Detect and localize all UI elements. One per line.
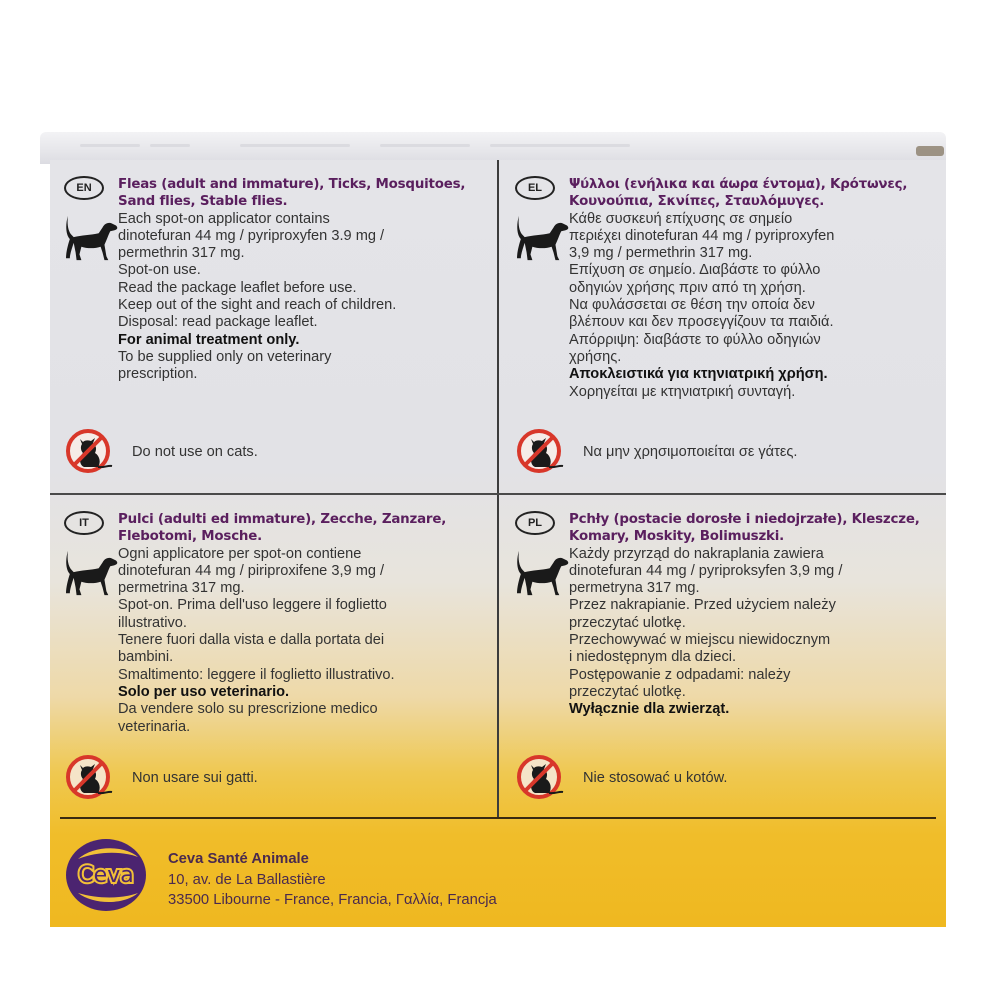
company-name: Ceva Santé Animale: [168, 851, 309, 867]
cat-warning-text: Do not use on cats.: [132, 444, 258, 460]
body-line: Χορηγείται με κτηνιατρική συνταγή.: [569, 383, 796, 400]
pest-list: Komary, Moskity, Bolimuszki.: [569, 529, 785, 545]
body-line: Read the package leaflet before use.: [118, 279, 357, 296]
body-line: Απόρριψη: διαβάστε το φύλλο οδηγιών: [569, 331, 821, 348]
body-line: przeczytać ulotkę.: [569, 614, 686, 631]
body-line: Przez nakrapianie. Przed użyciem należy: [569, 597, 836, 614]
no-cats-icon: [515, 753, 569, 803]
pest-list: Κουνούπια, Σκνίπες, Σταυλόμυγες.: [569, 194, 825, 210]
faint-print: [490, 144, 630, 147]
horizontal-divider: [50, 493, 946, 495]
ceva-logo-icon: [64, 837, 148, 913]
pest-list: Pchły (postacie dorosłe i niedojrzałe), Kleszcze,: [569, 512, 920, 527]
body-line: To be supplied only on veterinary: [118, 348, 332, 365]
body-line: dinotefuran 44 mg / pyriproxyfen 3.9 mg /: [118, 227, 385, 244]
body-line: Each spot-on applicator contains: [118, 210, 330, 227]
panel-it: [50, 495, 490, 817]
svg-text:Ceva: Ceva: [78, 863, 134, 888]
body-line: Każdy przyrząd do nakraplania zawiera: [569, 545, 824, 562]
cat-warning-el: [515, 427, 797, 477]
cat-warning-text: Non usare sui gatti.: [132, 770, 258, 786]
no-cats-icon: [64, 427, 118, 477]
panel-text-pl: [569, 511, 939, 719]
body-line: dinotefuran 44 mg / pyriproksyfen 3,9 mg /: [569, 562, 843, 579]
package-back: [50, 160, 946, 927]
no-cats-icon: [515, 427, 569, 477]
panel-text-it: [118, 511, 488, 736]
body-line: Tenere fuori dalla vista e dalla portata dei: [118, 632, 385, 649]
body-line: Κάθε συσκευή επίχυσης σε σημείο: [569, 210, 793, 227]
faint-print: [150, 144, 190, 147]
body-line: περιέχει dinotefuran 44 mg / pyriproxyfen: [569, 227, 835, 244]
pest-list: Ψύλλοι (ενήλικα και άωρα έντομα), Κρότωνες,: [569, 177, 908, 192]
bold-notice: Αποκλειστικά για κτηνιατρική χρήση.: [569, 366, 828, 383]
dog-icon: [513, 214, 571, 264]
body-line: i niedostępnym dla dzieci.: [569, 649, 737, 666]
body-line: Smaltimento: leggere il foglietto illustrativo.: [118, 666, 395, 683]
body-line: veterinaria.: [118, 718, 191, 735]
lang-badge-it: IT: [64, 511, 104, 535]
lang-badge-en: EN: [64, 176, 104, 200]
body-line: Postępowanie z odpadami: należy: [569, 666, 791, 683]
pest-list: Sand flies, Stable flies.: [118, 194, 288, 210]
body-line: Da vendere solo su prescrizione medico: [118, 701, 378, 718]
body-line: Επίχυση σε σημείο. Διαβάστε το φύλλο: [569, 262, 821, 279]
lang-badge-el: EL: [515, 176, 555, 200]
pest-list: Flebotomi, Mosche.: [118, 529, 263, 545]
bold-notice: Wyłącznie dla zwierząt.: [569, 701, 730, 718]
body-line: Spot-on use.: [118, 262, 201, 279]
faint-print: [240, 144, 350, 147]
no-cats-icon: [64, 753, 118, 803]
cat-warning-it: [64, 753, 258, 803]
body-line: Keep out of the sight and reach of children.: [118, 297, 397, 314]
body-line: permetrina 317 mg.: [118, 580, 245, 597]
body-line: dinotefuran 44 mg / piriproxifene 3,9 mg /: [118, 562, 385, 579]
pest-list: Pulci (adulti ed immature), Zecche, Zanzare,: [118, 512, 447, 527]
vertical-divider: [497, 160, 499, 818]
lang-badge-pl: PL: [515, 511, 555, 535]
body-line: βλέπουν και δεν προσεγγίζουν τα παιδιά.: [569, 314, 834, 331]
body-line: permethrin 317 mg.: [118, 245, 245, 262]
panel-text-el: [569, 176, 939, 401]
body-line: Να φυλάσσεται σε θέση την οποία δεν: [569, 297, 815, 314]
body-line: οδηγιών χρήσης πριν από τη χρήση.: [569, 279, 806, 296]
bold-notice: For animal treatment only.: [118, 331, 300, 348]
footer-divider: [60, 817, 936, 819]
panel-en: [50, 160, 490, 493]
company-address: [168, 849, 497, 911]
body-line: prescription.: [118, 366, 198, 383]
manufacturer-footer: [50, 820, 946, 927]
faint-print: [380, 144, 470, 147]
body-line: illustrativo.: [118, 614, 187, 631]
body-line: bambini.: [118, 649, 174, 666]
dog-icon: [62, 549, 120, 599]
body-line: Disposal: read package leaflet.: [118, 314, 318, 331]
cat-warning-pl: [515, 753, 727, 803]
panel-pl: [501, 495, 941, 817]
body-line: χρήσης.: [569, 348, 622, 365]
cat-warning-text: Να μην χρησιμοποιείται σε γάτες.: [583, 444, 798, 460]
faint-print: [80, 144, 140, 147]
dog-icon: [62, 214, 120, 264]
address-line: 33500 Libourne - France, Francia, Γαλλία, Francja: [168, 892, 497, 908]
cat-warning-en: [64, 427, 258, 477]
body-line: przeczytać ulotkę.: [569, 683, 686, 700]
cat-warning-text: Nie stosować u kotów.: [583, 770, 728, 786]
address-line: 10, av. de La Ballastière: [168, 871, 326, 888]
bold-notice: Solo per uso veterinario.: [118, 683, 290, 700]
panel-text-en: [118, 176, 488, 384]
body-line: Ogni applicatore per spot-on contiene: [118, 545, 362, 562]
panel-el: [501, 160, 941, 493]
body-line: 3,9 mg / permethrin 317 mg.: [569, 245, 753, 262]
body-line: permetryna 317 mg.: [569, 580, 700, 597]
body-line: Przechowywać w miejscu niewidocznym: [569, 632, 831, 649]
body-line: Spot-on. Prima dell'uso leggere il foglietto: [118, 597, 387, 614]
box-tab: [916, 146, 944, 156]
dog-icon: [513, 549, 571, 599]
pest-list: Fleas (adult and immature), Ticks, Mosquitoes,: [118, 177, 466, 192]
